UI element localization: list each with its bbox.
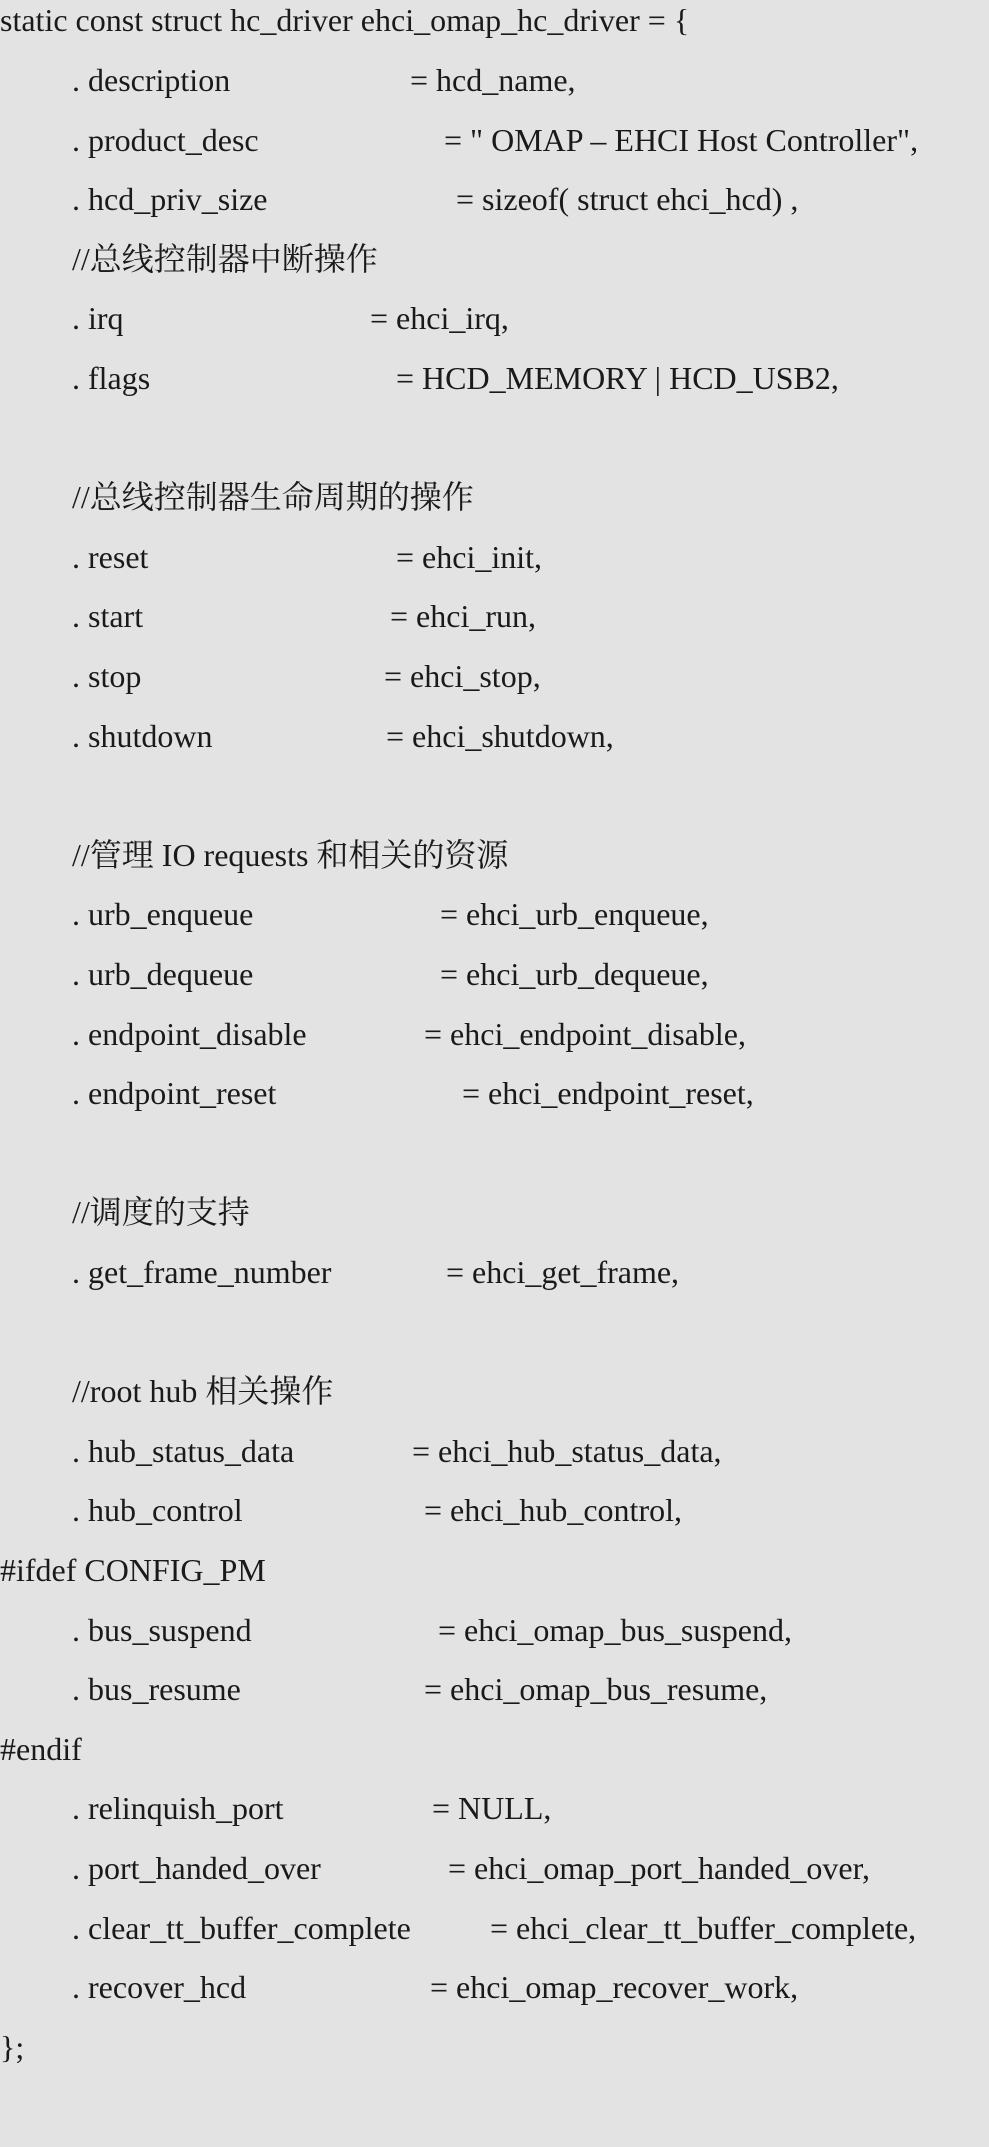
code-comment: //root hub 相关操作 [72,1373,334,1409]
member-name: . urb_enqueue [72,896,254,932]
member-name: . hcd_priv_size [72,181,268,217]
member-value: = NULL, [432,1790,552,1826]
struct-close: }; [0,2029,25,2065]
member-value: = ehci_hub_control, [424,1492,682,1528]
member-name: . stop [72,658,142,694]
member-name: . endpoint_disable [72,1016,307,1052]
member-value: = ehci_stop, [384,658,541,694]
member-name: . get_frame_number [72,1254,332,1290]
member-value: = ehci_omap_port_handed_over, [448,1850,870,1886]
member-name: . recover_hcd [72,1969,247,2005]
member-value: = ehci_endpoint_disable, [424,1016,746,1052]
member-name: . bus_suspend [72,1612,252,1648]
member-name: . irq [72,300,124,336]
member-name: . relinquish_port [72,1790,284,1826]
member-value: = sizeof( struct ehci_hcd) , [456,181,799,217]
code-line-footer [0,2027,32,2067]
member-value: = ehci_omap_bus_resume, [424,1671,768,1707]
member-name: . clear_tt_buffer_complete [72,1910,411,1946]
member-name: . reset [72,539,149,575]
member-value: = " OMAP – EHCI Host Controller", [444,122,919,158]
member-value: = ehci_shutdown, [386,718,614,754]
member-value: = ehci_hub_status_data, [412,1433,722,1469]
member-value: = HCD_MEMORY | HCD_USB2, [396,360,839,396]
member-name: . shutdown [72,718,213,754]
member-name: . bus_resume [72,1671,241,1707]
member-value: = ehci_run, [390,598,536,634]
struct-declaration: static const struct hc_driver ehci_omap_hc_driver = { [0,2,690,38]
member-name: . product_desc [72,122,259,158]
member-name: . hub_status_data [72,1433,295,1469]
member-value: = ehci_omap_bus_suspend, [438,1612,792,1648]
member-value: = ehci_init, [396,539,543,575]
member-value: = ehci_irq, [370,300,509,336]
member-value: = ehci_get_frame, [446,1254,680,1290]
member-value: = hcd_name, [410,62,576,98]
code-line-header [0,0,690,40]
member-name: . urb_dequeue [72,956,254,992]
code-comment: //调度的支持 [72,1194,250,1230]
member-name: . description [72,62,231,98]
code-comment: //总线控制器中断操作 [72,241,378,277]
member-value: = ehci_urb_enqueue, [440,896,709,932]
member-value: = ehci_urb_dequeue, [440,956,709,992]
member-value: = ehci_clear_tt_buffer_complete, [490,1910,917,1946]
member-name: . start [72,598,144,634]
member-name: . hub_control [72,1492,243,1528]
member-name: . port_handed_over [72,1850,321,1886]
code-comment: //总线控制器生命周期的操作 [72,479,474,515]
member-value: = ehci_endpoint_reset, [462,1075,754,1111]
member-name: . endpoint_reset [72,1075,277,1111]
member-value: = ehci_omap_recover_work, [430,1969,799,2005]
code-comment: //管理 IO requests 和相关的资源 [72,837,509,873]
preprocessor-directive: #ifdef CONFIG_PM [0,1552,266,1588]
preprocessor-directive: #endif [0,1731,82,1767]
member-name: . flags [72,360,151,396]
